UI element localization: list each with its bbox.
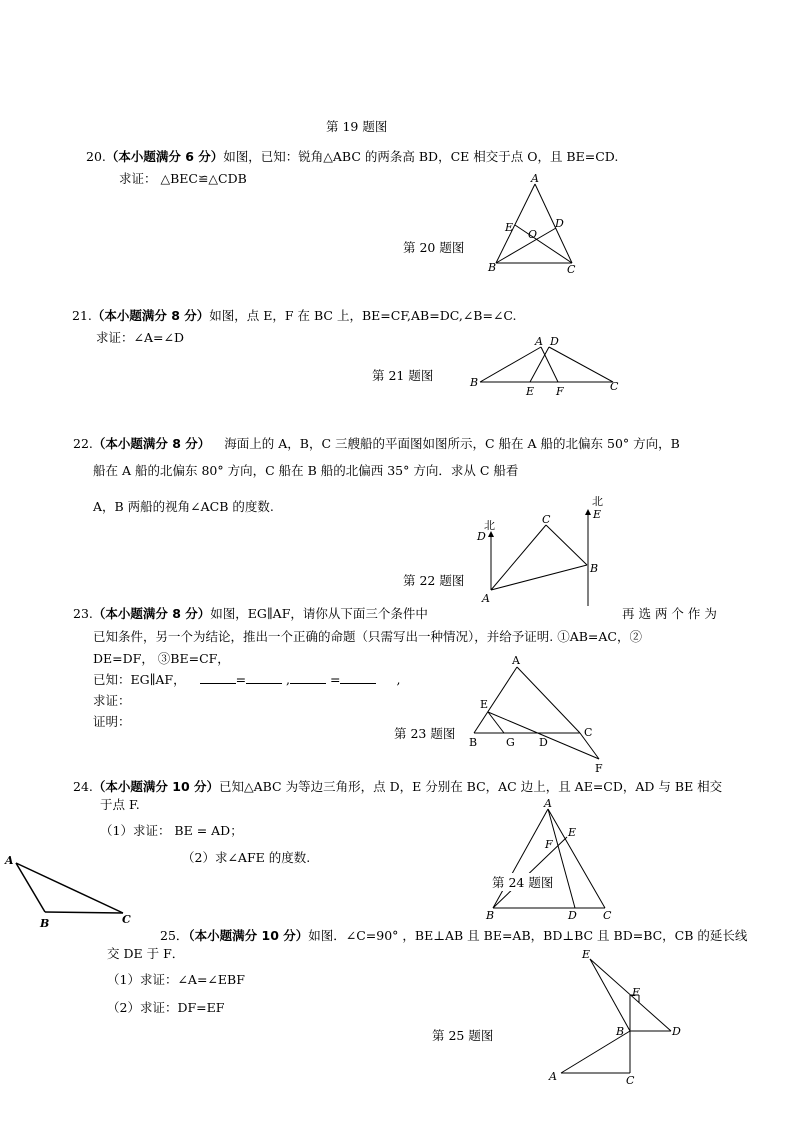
q20-prove: 求证： △BEC≌△CDB bbox=[119, 171, 247, 186]
fig19-caption: 第 19 题图 bbox=[326, 119, 388, 134]
side-label-A: A bbox=[5, 854, 14, 867]
fig22-caption: 第 22 题图 bbox=[403, 573, 465, 588]
q25-line2: 交 DE 于 F． bbox=[107, 946, 185, 961]
side-triangle-diagram bbox=[2, 850, 142, 935]
fig20-diagram bbox=[485, 172, 585, 282]
fig21-label-A: A bbox=[535, 335, 543, 348]
fig22-north-left: 北 bbox=[484, 519, 495, 532]
fig23-label-D: D bbox=[539, 736, 548, 749]
q22-score: （本小题满分 8 分） bbox=[92, 436, 211, 451]
fig20-label-D: D bbox=[555, 217, 564, 230]
fig22-label-C: C bbox=[542, 513, 551, 526]
q21-score: （本小题满分 8 分） bbox=[91, 308, 210, 323]
q24-score: （本小题满分 10 分） bbox=[92, 779, 219, 794]
q24-line1-row bbox=[73, 779, 722, 795]
q22-number: 22. bbox=[73, 436, 93, 451]
q21-number: 21. bbox=[72, 308, 92, 323]
fig20-caption: 第 20 题图 bbox=[403, 240, 465, 255]
fig22-label-D: D bbox=[477, 530, 486, 543]
fig21-label-F: F bbox=[556, 385, 564, 398]
q20-score: （本小题满分 6 分） bbox=[105, 149, 224, 164]
q23-given-row: 已知：EG∥AF， = , = , bbox=[93, 672, 401, 687]
q20-line1 bbox=[86, 149, 618, 165]
fig23-label-F: F bbox=[595, 762, 603, 775]
fig23-diagram bbox=[466, 651, 616, 776]
fig21-diagram bbox=[468, 334, 618, 399]
q23-blank-3[interactable] bbox=[290, 672, 326, 684]
q24-line2: 于点 F. bbox=[100, 797, 140, 812]
fig20-label-A: A bbox=[531, 172, 539, 185]
fig24-label-A: A bbox=[544, 797, 552, 810]
fig25-caption: 第 25 题图 bbox=[432, 1028, 494, 1043]
fig24-caption: 第 24 题图 bbox=[492, 875, 554, 890]
fig24-diagram bbox=[480, 797, 620, 925]
q22-line1: 海面上的 A，B，C 三艘船的平面图如图所示，C 船在 A 船的北偏东 50° 方向，B bbox=[224, 436, 680, 451]
q23-proof: 证明： bbox=[93, 714, 131, 729]
fig23-label-C: C bbox=[584, 726, 593, 739]
q22-line1-row bbox=[73, 436, 680, 452]
fig25-diagram bbox=[540, 946, 690, 1091]
fig25-label-B: B bbox=[616, 1025, 625, 1038]
fig22-label-B: B bbox=[590, 562, 599, 575]
q23-number: 23. bbox=[73, 606, 93, 621]
q21-line1 bbox=[72, 308, 517, 324]
fig25-label-E: E bbox=[582, 948, 591, 961]
fig23-caption: 第 23 题图 bbox=[394, 726, 456, 741]
q23-line3: DE=DF， ③BE=CF， bbox=[93, 651, 230, 666]
q25-score: （本小题满分 10 分） bbox=[188, 928, 309, 943]
fig20-label-B: B bbox=[488, 261, 497, 274]
fig21-label-E: E bbox=[526, 385, 535, 398]
q24-number: 24. bbox=[73, 779, 93, 794]
fig21-caption: 第 21 题图 bbox=[372, 368, 434, 383]
fig24-label-D: D bbox=[568, 909, 577, 922]
fig24-label-C: C bbox=[603, 909, 612, 922]
q23-prove: 求证： bbox=[93, 693, 131, 708]
fig24-label-B: B bbox=[486, 909, 495, 922]
fig22-north-right: 北 bbox=[592, 495, 603, 508]
q23-given: 已知：EG∥AF， bbox=[93, 672, 186, 687]
fig23-label-B: B bbox=[469, 736, 478, 749]
q21-text: 如图，点 E，F 在 BC 上，BE=CF,AB=DC,∠B=∠C. bbox=[209, 308, 517, 323]
fig23-label-A: A bbox=[512, 654, 520, 667]
q25-line1-row bbox=[160, 928, 747, 944]
q25-line1: 如图．∠C=90° ，BE⊥AB 且 BE=AB，BD⊥BC 且 BD=BC，CB 的延长线 bbox=[308, 928, 748, 943]
q23-line1b: 再 选 两 个 作 为 bbox=[622, 606, 717, 621]
fig25-label-A: A bbox=[549, 1070, 557, 1083]
q21-prove: 求证：∠A=∠D bbox=[96, 330, 184, 345]
q23-line1-row bbox=[73, 606, 428, 622]
fig20-label-E: E bbox=[505, 221, 514, 234]
q25-part2: （2）求证：DF=EF bbox=[107, 1000, 225, 1015]
fig23-label-E: E bbox=[480, 698, 489, 711]
fig21-label-D: D bbox=[550, 335, 559, 348]
fig22-diagram bbox=[470, 492, 610, 610]
fig25-label-C: C bbox=[626, 1074, 635, 1087]
q23-blank-1[interactable] bbox=[200, 672, 236, 684]
q22-line3: A，B 两船的视角∠ACB 的度数. bbox=[93, 499, 274, 514]
side-label-B: B bbox=[40, 917, 50, 930]
q22-line2: 船在 A 船的北偏东 80° 方向，C 船在 B 船的北偏西 35° 方向．求从 C 船看 bbox=[93, 463, 519, 478]
fig21-label-B: B bbox=[470, 376, 479, 389]
fig20-label-O: O bbox=[528, 228, 538, 241]
fig25-label-D: D bbox=[672, 1025, 681, 1038]
q23-line2: 已知条件，另一个为结论，推出一个正确的命题（只需写出一种情况），并给予证明. ①AB=AC，② bbox=[93, 629, 642, 644]
q20-text: 如图，已知：锐角△ABC 的两条高 BD，CE 相交于点 O，且 BE=CD. bbox=[223, 149, 619, 164]
fig22-label-A: A bbox=[482, 592, 490, 605]
fig24-label-F: F bbox=[545, 838, 553, 851]
q24-part2: （2）求∠AFE 的度数. bbox=[182, 850, 311, 865]
fig25-label-F: F bbox=[632, 986, 640, 999]
side-label-C: C bbox=[122, 913, 131, 926]
q25-part1: （1）求证：∠A=∠EBF bbox=[107, 972, 245, 987]
fig22-label-E: E bbox=[593, 508, 602, 521]
q23-blank-2[interactable] bbox=[246, 672, 282, 684]
fig21-label-C: C bbox=[610, 380, 619, 393]
fig20-label-C: C bbox=[567, 263, 576, 276]
q23-line1a: 如图，EG∥AF，请你从下面三个条件中 bbox=[210, 606, 428, 621]
q23-score: （本小题满分 8 分） bbox=[92, 606, 211, 621]
q24-line1: 已知△ABC 为等边三角形，点 D，E 分别在 BC，AC 边上，且 AE=CD，AD 与 BE 相交 bbox=[219, 779, 723, 794]
q23-blank-4[interactable] bbox=[340, 672, 376, 684]
q25-number: 25． bbox=[160, 928, 189, 943]
fig24-label-E: E bbox=[568, 826, 577, 839]
q20-number: 20. bbox=[86, 149, 106, 164]
fig23-label-G: G bbox=[506, 736, 515, 749]
q24-part1: （1）求证： BE = AD； bbox=[100, 823, 243, 838]
